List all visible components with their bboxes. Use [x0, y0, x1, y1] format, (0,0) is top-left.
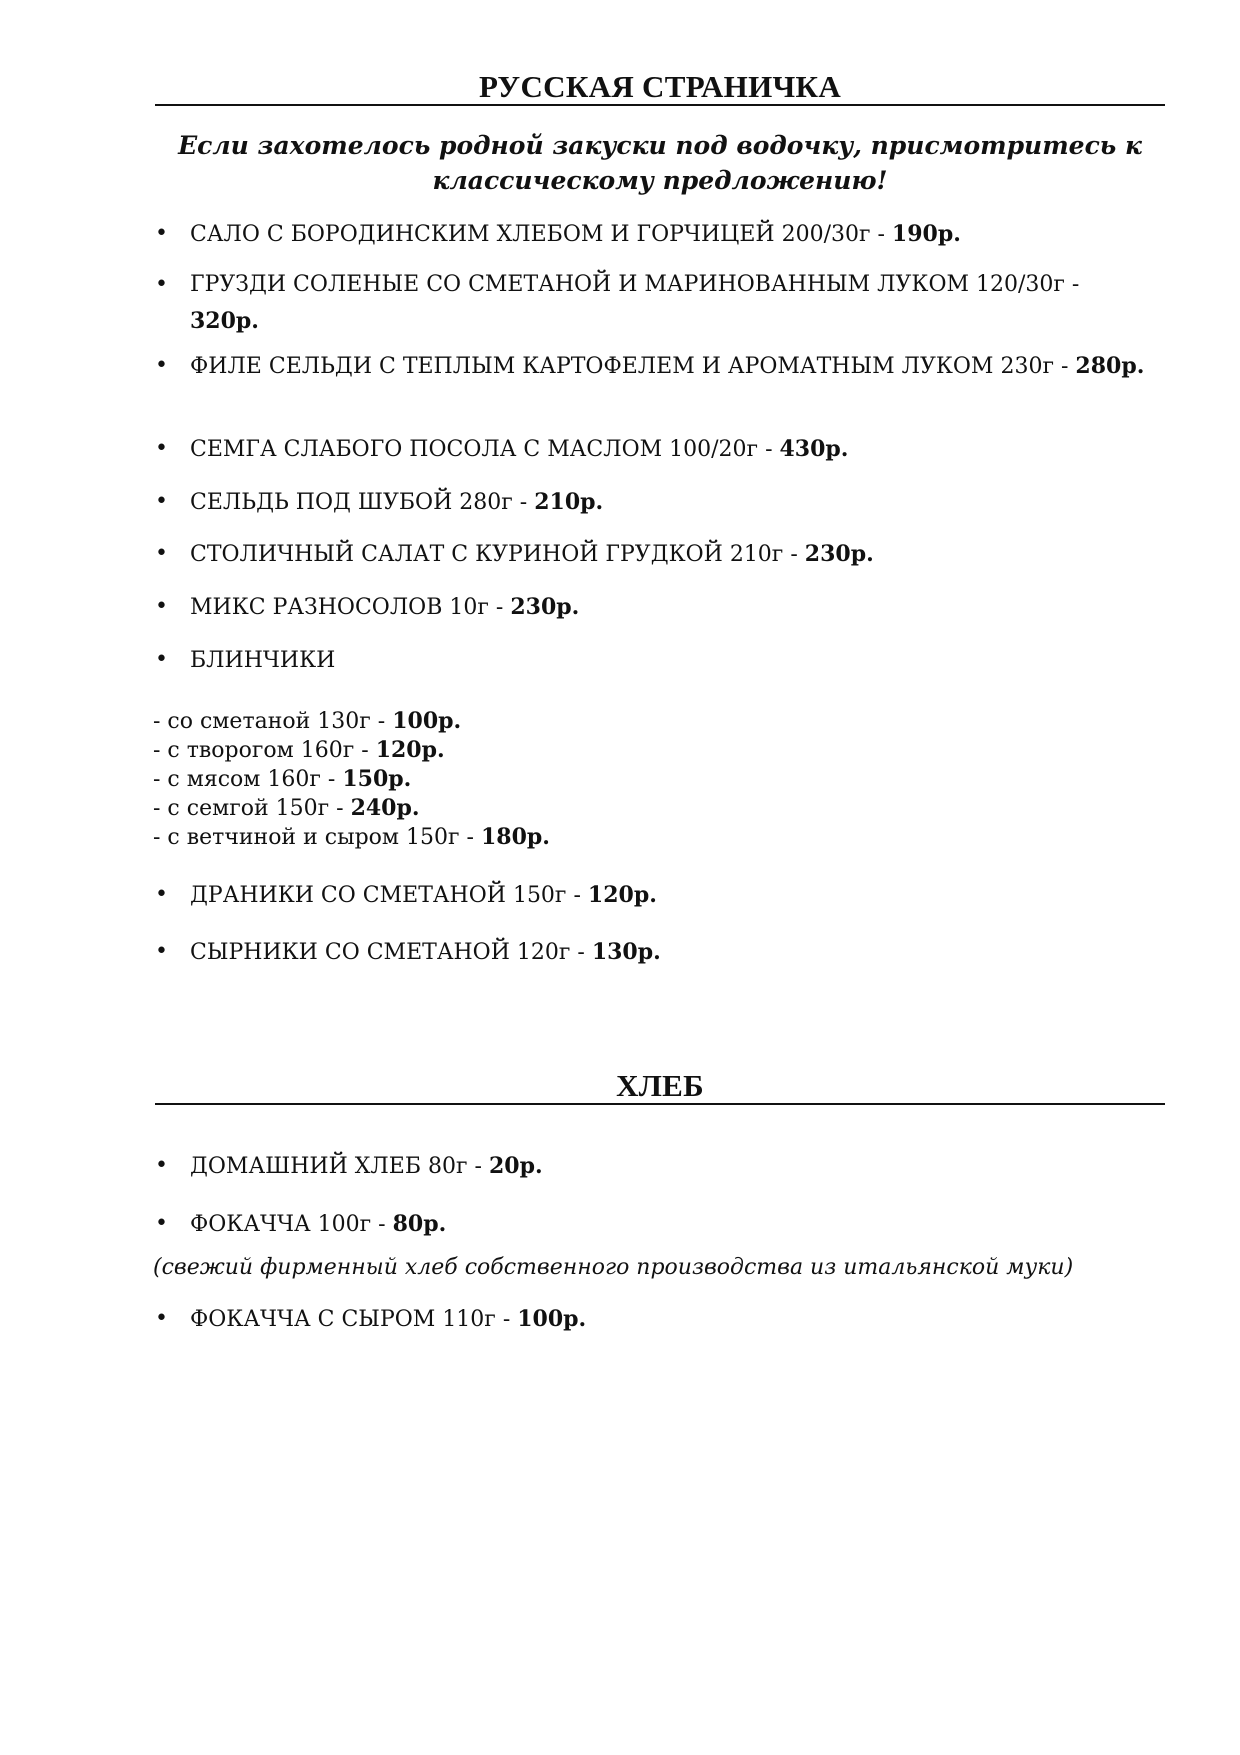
- item-name: ГРУЗДИ СОЛЕНЫЕ СО СМЕТАНОЙ И МАРИНОВАННЫМ ЛУКОМ 120/30г -: [190, 272, 1080, 297]
- menu-item: [155, 1301, 1155, 1338]
- sub-item: [153, 707, 1053, 736]
- bullet-icon: •: [155, 1153, 168, 1178]
- sub-item-name: - с мясом 160г -: [153, 767, 343, 792]
- sub-item-price: 180р.: [480, 824, 550, 850]
- item-price: 430р.: [779, 436, 849, 462]
- item-price: 320р.: [190, 308, 259, 334]
- section-title-bread: ХЛЕБ: [616, 1068, 704, 1103]
- menu-item: [155, 589, 1155, 626]
- sub-item-name: - с семгой 150г -: [153, 796, 351, 821]
- menu-item: [155, 1206, 1155, 1243]
- menu-item: [155, 642, 1155, 679]
- sub-item: [153, 736, 1053, 765]
- item-name: СЫРНИКИ СО СМЕТАНОЙ 120г -: [190, 940, 592, 965]
- sub-item: [153, 794, 1053, 823]
- item-price: 230р.: [510, 594, 580, 620]
- bullet-icon: •: [155, 939, 168, 964]
- item-price: 210р.: [534, 489, 604, 515]
- sub-item: [153, 765, 1053, 794]
- bullet-icon: •: [155, 1306, 168, 1331]
- section-header-bread: [155, 1063, 1165, 1105]
- bullet-icon: •: [155, 272, 168, 297]
- item-price: 100р.: [517, 1306, 587, 1332]
- section-title-russian: РУССКАЯ СТРАНИЧКА: [478, 69, 842, 104]
- menu-item: [155, 348, 1155, 385]
- item-price: 190р.: [891, 221, 961, 247]
- blini-sub-list: [153, 707, 1053, 852]
- bullet-icon: •: [155, 221, 168, 246]
- menu-item: [155, 934, 1155, 971]
- item-name: ФИЛЕ СЕЛЬДИ С ТЕПЛЫМ КАРТОФЕЛЕМ И АРОМАТНЫМ ЛУКОМ 230г -: [190, 354, 1076, 379]
- intro-text: Если захотелось родной закуски под водочку, присмотритесь к классическому предложению!: [178, 131, 1142, 195]
- bullet-icon: •: [155, 882, 168, 907]
- menu-item: [155, 1148, 1155, 1185]
- item-price: 120р.: [587, 882, 657, 908]
- item-price: 20р.: [488, 1153, 543, 1179]
- sub-item-price: 240р.: [350, 795, 420, 821]
- item-name: СЕМГА СЛАБОГО ПОСОЛА С МАСЛОМ 100/20г -: [190, 437, 780, 462]
- bullet-icon: •: [155, 647, 168, 672]
- menu-item: [155, 484, 1155, 521]
- item-name: СЕЛЬДЬ ПОД ШУБОЙ 280г -: [190, 490, 535, 515]
- sub-item-name: - с ветчиной и сыром 150г -: [153, 825, 481, 850]
- sub-item-name: - со сметаной 130г -: [153, 709, 393, 734]
- menu-item: [155, 431, 1155, 468]
- item-price: 230р.: [804, 541, 874, 567]
- sub-item-price: 100р.: [392, 708, 462, 734]
- item-name: ДОМАШНИЙ ХЛЕБ 80г -: [190, 1154, 489, 1179]
- item-name: МИКС РАЗНОСОЛОВ 10г -: [190, 595, 511, 620]
- menu-item: [155, 267, 1155, 340]
- bullet-icon: •: [155, 353, 168, 378]
- sub-item-name: - с творогом 160г -: [153, 738, 376, 763]
- section-header-russian: [155, 64, 1165, 106]
- bullet-icon: •: [155, 489, 168, 514]
- item-name: ФОКАЧЧА 100г -: [190, 1212, 393, 1237]
- item-name: САЛО С БОРОДИНСКИМ ХЛЕБОМ И ГОРЧИЦЕЙ 200/30г -: [190, 222, 892, 247]
- bullet-icon: •: [155, 436, 168, 461]
- item-name: ДРАНИКИ СО СМЕТАНОЙ 150г -: [190, 883, 588, 908]
- item-name: СТОЛИЧНЫЙ САЛАТ С КУРИНОЙ ГРУДКОЙ 210г -: [190, 542, 805, 567]
- sub-item-price: 120р.: [375, 737, 445, 763]
- item-price: 80р.: [392, 1211, 447, 1237]
- focaccia-note: (свежий фирменный хлеб собственного производства из итальянской муки): [153, 1255, 1074, 1280]
- item-name: БЛИНЧИКИ: [190, 648, 336, 673]
- item-price: 130р.: [591, 939, 661, 965]
- sub-item: [153, 823, 1053, 852]
- menu-item: [155, 877, 1155, 914]
- bullet-icon: •: [155, 541, 168, 566]
- menu-item: [155, 216, 1155, 253]
- bullet-icon: •: [155, 594, 168, 619]
- bullet-icon: •: [155, 1211, 168, 1236]
- item-name: ФОКАЧЧА С СЫРОМ 110г -: [190, 1307, 518, 1332]
- item-price: 280р.: [1075, 353, 1145, 379]
- menu-item: [155, 536, 1155, 573]
- sub-item-price: 150р.: [342, 766, 412, 792]
